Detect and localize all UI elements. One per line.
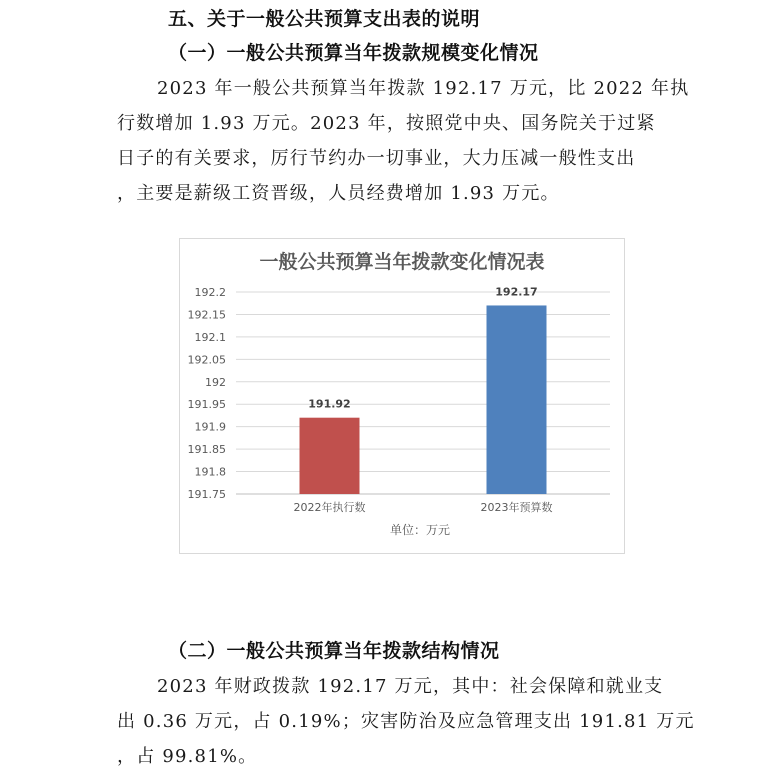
chart-data-label: 192.17 xyxy=(495,285,538,299)
chart-y-tick-label: 191.75 xyxy=(187,488,226,501)
chart-y-tick-label: 192 xyxy=(205,375,226,389)
chart-y-tick-label: 191.8 xyxy=(194,465,226,479)
chart-y-tick-label: 192.1 xyxy=(194,330,226,344)
chart-y-tick-label: 191.85 xyxy=(187,443,226,457)
paragraph-line: ，占 99.81%。 xyxy=(117,746,258,767)
bar-chart xyxy=(179,238,625,554)
chart-y-axis xyxy=(188,286,227,501)
paragraph-structure xyxy=(117,669,697,774)
chart-unit-label: 单位：万元 xyxy=(389,523,451,537)
chart-y-tick-label: 191.9 xyxy=(194,420,226,434)
paragraph-line: 出 0.36 万元，占 0.19%；灾害防治及应急管理支出 191.81 万元 xyxy=(117,711,695,732)
subsection-title-scale: （一）一般公共预算当年拨款规模变化情况 xyxy=(168,42,539,64)
chart-x-axis xyxy=(294,500,553,514)
paragraph-scale xyxy=(117,71,697,211)
chart-gridlines xyxy=(236,292,610,494)
chart-bar xyxy=(487,305,547,494)
subsection-title-structure: （二）一般公共预算当年拨款结构情况 xyxy=(168,640,500,662)
chart-canvas xyxy=(180,239,624,553)
paragraph-line: 日子的有关要求，厉行节约办一切事业，大力压减一般性支出 xyxy=(117,148,636,169)
chart-y-tick-label: 192.15 xyxy=(187,308,226,322)
chart-category-label: 2023年预算数 xyxy=(480,501,553,514)
chart-data-label: 191.92 xyxy=(308,397,351,411)
chart-title: 一般公共预算当年拨款变化情况表 xyxy=(259,251,545,273)
paragraph-line: 行数增加 1.93 万元。2023 年，按照党中央、国务院关于过紧 xyxy=(117,113,656,134)
paragraph-line: ，主要是薪级工资晋级，人员经费增加 1.93 万元。 xyxy=(117,183,560,204)
chart-bars xyxy=(300,285,547,494)
chart-y-tick-label: 191.95 xyxy=(187,398,226,412)
chart-bar xyxy=(300,418,360,494)
chart-category-label: 2022年执行数 xyxy=(293,501,366,514)
paragraph-line: 2023 年财政拨款 192.17 万元，其中：社会保障和就业支 xyxy=(157,676,664,697)
paragraph-line: 2023 年一般公共预算当年拨款 192.17 万元，比 2022 年执 xyxy=(157,78,690,99)
section-title: 五、关于一般公共预算支出表的说明 xyxy=(168,8,481,30)
chart-y-tick-label: 192.2 xyxy=(194,286,226,299)
chart-y-tick-label: 192.05 xyxy=(187,353,226,367)
